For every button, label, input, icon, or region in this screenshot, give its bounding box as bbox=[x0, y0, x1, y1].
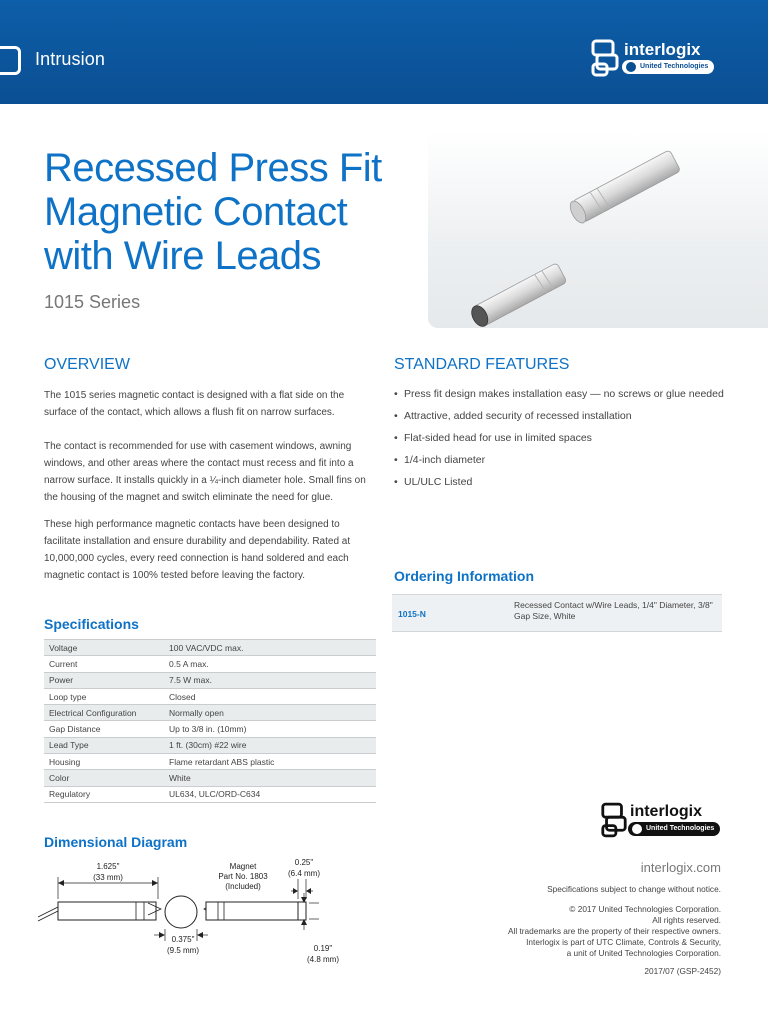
logo-brand: interlogix bbox=[624, 40, 701, 59]
legal-line: All rights reserved. bbox=[652, 915, 721, 925]
document-id: 2017/07 (GSP-2452) bbox=[644, 966, 721, 976]
legal-line: a unit of United Technologies Corporation. bbox=[566, 948, 721, 958]
logo-tagline: United Technologies bbox=[628, 822, 720, 836]
features-heading: STANDARD FEATURES bbox=[394, 356, 570, 373]
change-notice: Specifications subject to change without notice. bbox=[547, 884, 721, 894]
spec-key: Color bbox=[44, 770, 164, 786]
spec-value: 100 VAC/VDC max. bbox=[164, 640, 376, 656]
table-row bbox=[44, 656, 376, 672]
feature-item: • Attractive, added security of recessed installation bbox=[394, 408, 724, 425]
spec-key: Electrical Configuration bbox=[44, 705, 164, 721]
diameter-mm-label: (9.5 mm) bbox=[167, 946, 199, 955]
feature-item: • Press fit design makes installation easy — no screws or glue needed bbox=[394, 386, 724, 403]
feature-item: • UL/ULC Listed bbox=[394, 474, 724, 491]
spec-key: Power bbox=[44, 672, 164, 688]
overview-paragraph: The 1015 series magnetic contact is designed with a flat side on the surface of the contact, which allows a flush fit on narrow surfaces. bbox=[44, 390, 345, 418]
spec-key: Loop type bbox=[44, 688, 164, 704]
interlogix-mark-icon bbox=[590, 38, 620, 78]
diagram-heading: Dimensional Diagram bbox=[44, 834, 188, 850]
spec-key: Voltage bbox=[44, 640, 164, 656]
series-subtitle: 1015 Series bbox=[44, 292, 141, 312]
spec-value: 7.5 W max. bbox=[164, 672, 376, 688]
length-mm-label: (33 mm) bbox=[93, 873, 123, 882]
legal-line: © 2017 United Technologies Corporation. bbox=[569, 904, 721, 914]
logo-tagline: United Technologies bbox=[622, 60, 714, 74]
spec-value: Flame retardant ABS plastic bbox=[164, 754, 376, 770]
table-row bbox=[44, 705, 376, 721]
header-banner bbox=[0, 0, 768, 104]
diameter-inch-label: 0.375" bbox=[171, 935, 195, 944]
spec-key: Regulatory bbox=[44, 786, 164, 802]
overview-paragraph: These high performance magnetic contacts have been designed to facilitate installation and ensure durability and dependability. Rated at 10,000,000 cycles, every reed connection is hand soldered and each magnetic contact is 100% tested before leaving the factory. bbox=[44, 519, 351, 581]
utc-icon bbox=[626, 62, 636, 72]
logo-brand: interlogix bbox=[630, 803, 703, 820]
interlogix-logo[interactable] bbox=[590, 38, 740, 78]
table-row bbox=[44, 688, 376, 704]
page-title bbox=[44, 146, 444, 278]
specifications-heading: Specifications bbox=[44, 616, 139, 632]
overview-heading: OVERVIEW bbox=[44, 356, 130, 373]
legal-line: Interlogix is part of UTC Climate, Controls & Security, bbox=[526, 937, 721, 947]
interlogix-mark-icon bbox=[600, 800, 628, 840]
interlogix-footer-logo[interactable] bbox=[600, 800, 725, 842]
magnet-label: Magnet bbox=[229, 862, 257, 871]
spec-value: Closed bbox=[164, 688, 376, 704]
head-inch-label: 0.25" bbox=[294, 858, 314, 867]
features-list bbox=[394, 386, 724, 496]
specifications-table bbox=[44, 639, 376, 803]
table-row bbox=[44, 770, 376, 786]
spec-value: Normally open bbox=[164, 705, 376, 721]
title-line: Recessed Press Fit bbox=[44, 146, 382, 190]
category-label: Intrusion bbox=[35, 49, 105, 69]
spec-value: UL634, ULC/ORD-C634 bbox=[164, 786, 376, 802]
spec-value: White bbox=[164, 770, 376, 786]
spec-key: Gap Distance bbox=[44, 721, 164, 737]
feature-item: • 1/4-inch diameter bbox=[394, 452, 724, 469]
magnet-part-label: Part No. 1803 bbox=[218, 872, 268, 881]
table-row bbox=[44, 786, 376, 802]
category-square-icon bbox=[0, 46, 21, 75]
title-line: with Wire Leads bbox=[44, 234, 322, 278]
head-mm-label: (6.4 mm) bbox=[288, 869, 320, 878]
table-row bbox=[44, 754, 376, 770]
table-row bbox=[44, 721, 376, 737]
title-line: Magnetic Contact bbox=[44, 190, 348, 234]
spec-value: 1 ft. (30cm) #22 wire bbox=[164, 737, 376, 753]
flat-mm-label: (4.8 mm) bbox=[307, 955, 339, 964]
order-description: Recessed Contact w/Wire Leads, 1/4" Diameter, 3/8" Gap Size, White bbox=[514, 600, 713, 621]
dimensional-diagram bbox=[36, 855, 366, 975]
spec-value: Up to 3/8 in. (10mm) bbox=[164, 721, 376, 737]
table-row bbox=[44, 672, 376, 688]
ordering-heading: Ordering Information bbox=[394, 568, 534, 584]
legal-text bbox=[421, 904, 721, 959]
website-link[interactable]: interlogix.com bbox=[640, 860, 721, 875]
spec-key: Lead Type bbox=[44, 737, 164, 753]
spec-key: Housing bbox=[44, 754, 164, 770]
flat-inch-label: 0.19" bbox=[313, 944, 333, 953]
spec-key: Current bbox=[44, 656, 164, 672]
length-inch-label: 1.625" bbox=[96, 862, 120, 871]
order-code: 1015-N bbox=[398, 609, 426, 619]
overview-paragraph: The contact is recommended for use with casement windows, awning windows, and other areas where the contact must recess and fit into a narrow surface. It installs quickly in a ¼-inch diameter hole. Small fins on the housing of the magnet and switch eliminate the need for glue. bbox=[44, 441, 366, 503]
utc-icon bbox=[632, 824, 642, 834]
product-photo bbox=[428, 132, 768, 328]
ordering-row bbox=[392, 594, 722, 632]
table-row bbox=[44, 640, 376, 656]
magnet-included-label: (Included) bbox=[225, 882, 261, 891]
table-row bbox=[44, 737, 376, 753]
spec-value: 0.5 A max. bbox=[164, 656, 376, 672]
legal-line: All trademarks are the property of their respective owners. bbox=[507, 926, 721, 936]
feature-item: • Flat-sided head for use in limited spaces bbox=[394, 430, 724, 447]
magnetic-contact-illustration bbox=[428, 132, 768, 328]
